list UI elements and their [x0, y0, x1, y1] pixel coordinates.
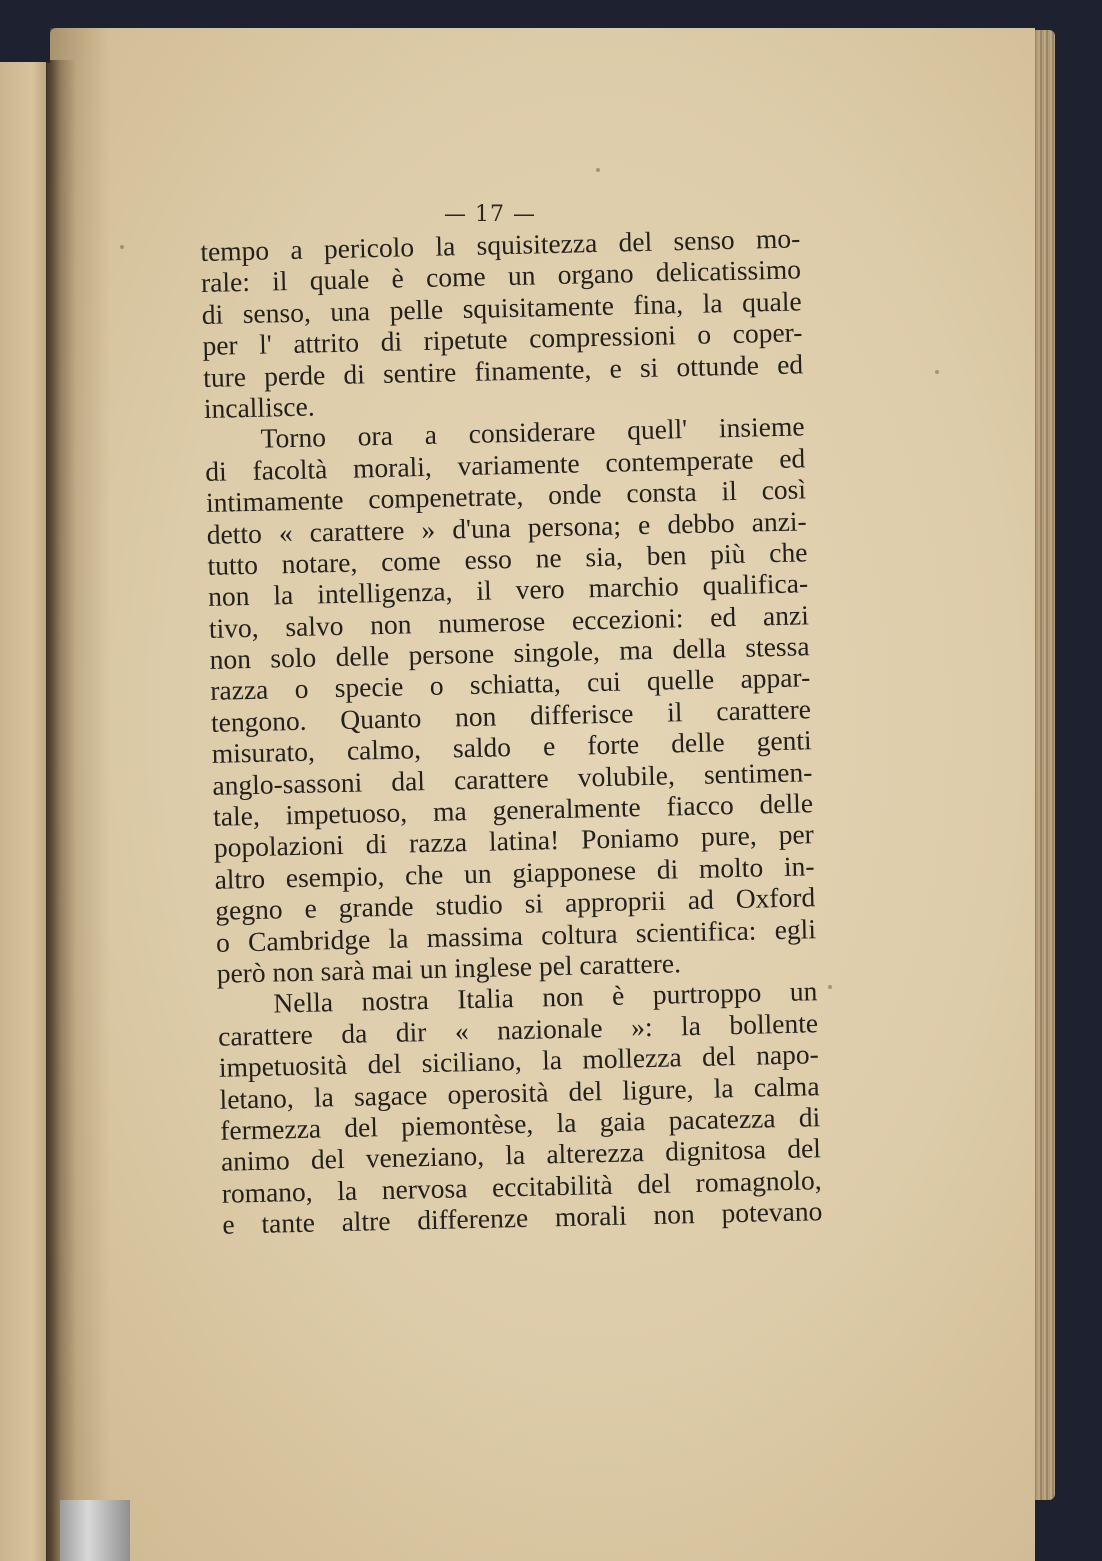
text-line: altro esempio, che un giapponese di molto in-: [214, 850, 815, 895]
text-line: e tante altre differenze morali non potevano: [222, 1195, 823, 1240]
text-line: di senso, una pelle squisitamente fina, la quale: [201, 285, 802, 330]
text-line: incallisce.: [203, 390, 315, 424]
text-line: tutto notare, come esso ne sia, ben più che: [207, 536, 808, 581]
text-line: fermezza del piemontèse, la gaia pacatezza di: [219, 1101, 821, 1146]
text-line: popolazioni di razza latina! Poniamo pure, per: [213, 818, 815, 864]
text-line: tempo a pericolo la squisitezza del senso mo-: [200, 222, 801, 267]
page-number: — 17 —: [444, 202, 536, 227]
text-line: tale, impetuoso, ma generalmente fiacco delle: [212, 787, 814, 832]
paper-speck: [596, 168, 600, 172]
text-line: rale: il quale è come un organo delicatissimo: [200, 253, 802, 299]
text-line: impetuosità del siciliano, la mollezza del napo-: [218, 1038, 820, 1083]
text-line: non la intelligenza, il vero marchio qualifica-: [207, 567, 809, 613]
binding-strip: [60, 1500, 130, 1561]
paper-speck: [120, 245, 124, 249]
text-line: carattere da dir « nazionale »: la bollente: [217, 1006, 819, 1052]
paragraph-first-line: Torno ora a considerare quell' insieme: [260, 410, 805, 455]
text-line: letano, la sagace operosità del ligure, la calma: [219, 1069, 820, 1115]
paper-speck: [828, 985, 832, 989]
text-line: ture perde di sentire finamente, e si ottunde ed: [202, 347, 804, 393]
book-gutter: [46, 60, 76, 1561]
text-line: però non sarà mai un inglese pel carattere.: [216, 947, 682, 989]
text-line: tivo, salvo non numerose eccezioni: ed anzi: [208, 598, 810, 644]
text-line: per l' attrito di ripetute compressioni o coper-: [202, 316, 803, 362]
text-line: razza o specie o schiatta, cui quelle appar-: [209, 661, 811, 707]
text-line: o Cambridge la massima coltura scientifica: egli: [215, 912, 817, 958]
text-line: animo del veneziano, la alterezza dignitosa del: [220, 1132, 822, 1178]
text-line: misurato, calmo, saldo e forte delle genti: [211, 724, 812, 770]
paper-speck: [935, 370, 939, 374]
text-line: anglo-sassoni dal carattere volubile, sentimen-: [212, 755, 813, 801]
text-line: detto « carattere » d'una persona; e debbo anzi-: [206, 504, 807, 550]
text-line: non solo delle persone singole, ma della stessa: [209, 630, 810, 675]
text-line: intimamente compenetrate, onde consta il così: [205, 473, 807, 519]
text-line: tengono. Quanto non differisce il carattere: [210, 693, 812, 738]
paragraph-first-line: Nella nostra Italia non è purtroppo un: [273, 975, 818, 1019]
text-line: gegno e grande studio si approprii ad Oxford: [214, 881, 816, 927]
text-line: di facoltà morali, variamente contemperate ed: [204, 442, 806, 487]
text-line: romano, la nervosa eccitabilità del romagnolo,: [221, 1163, 822, 1209]
body-text: [200, 222, 823, 1240]
